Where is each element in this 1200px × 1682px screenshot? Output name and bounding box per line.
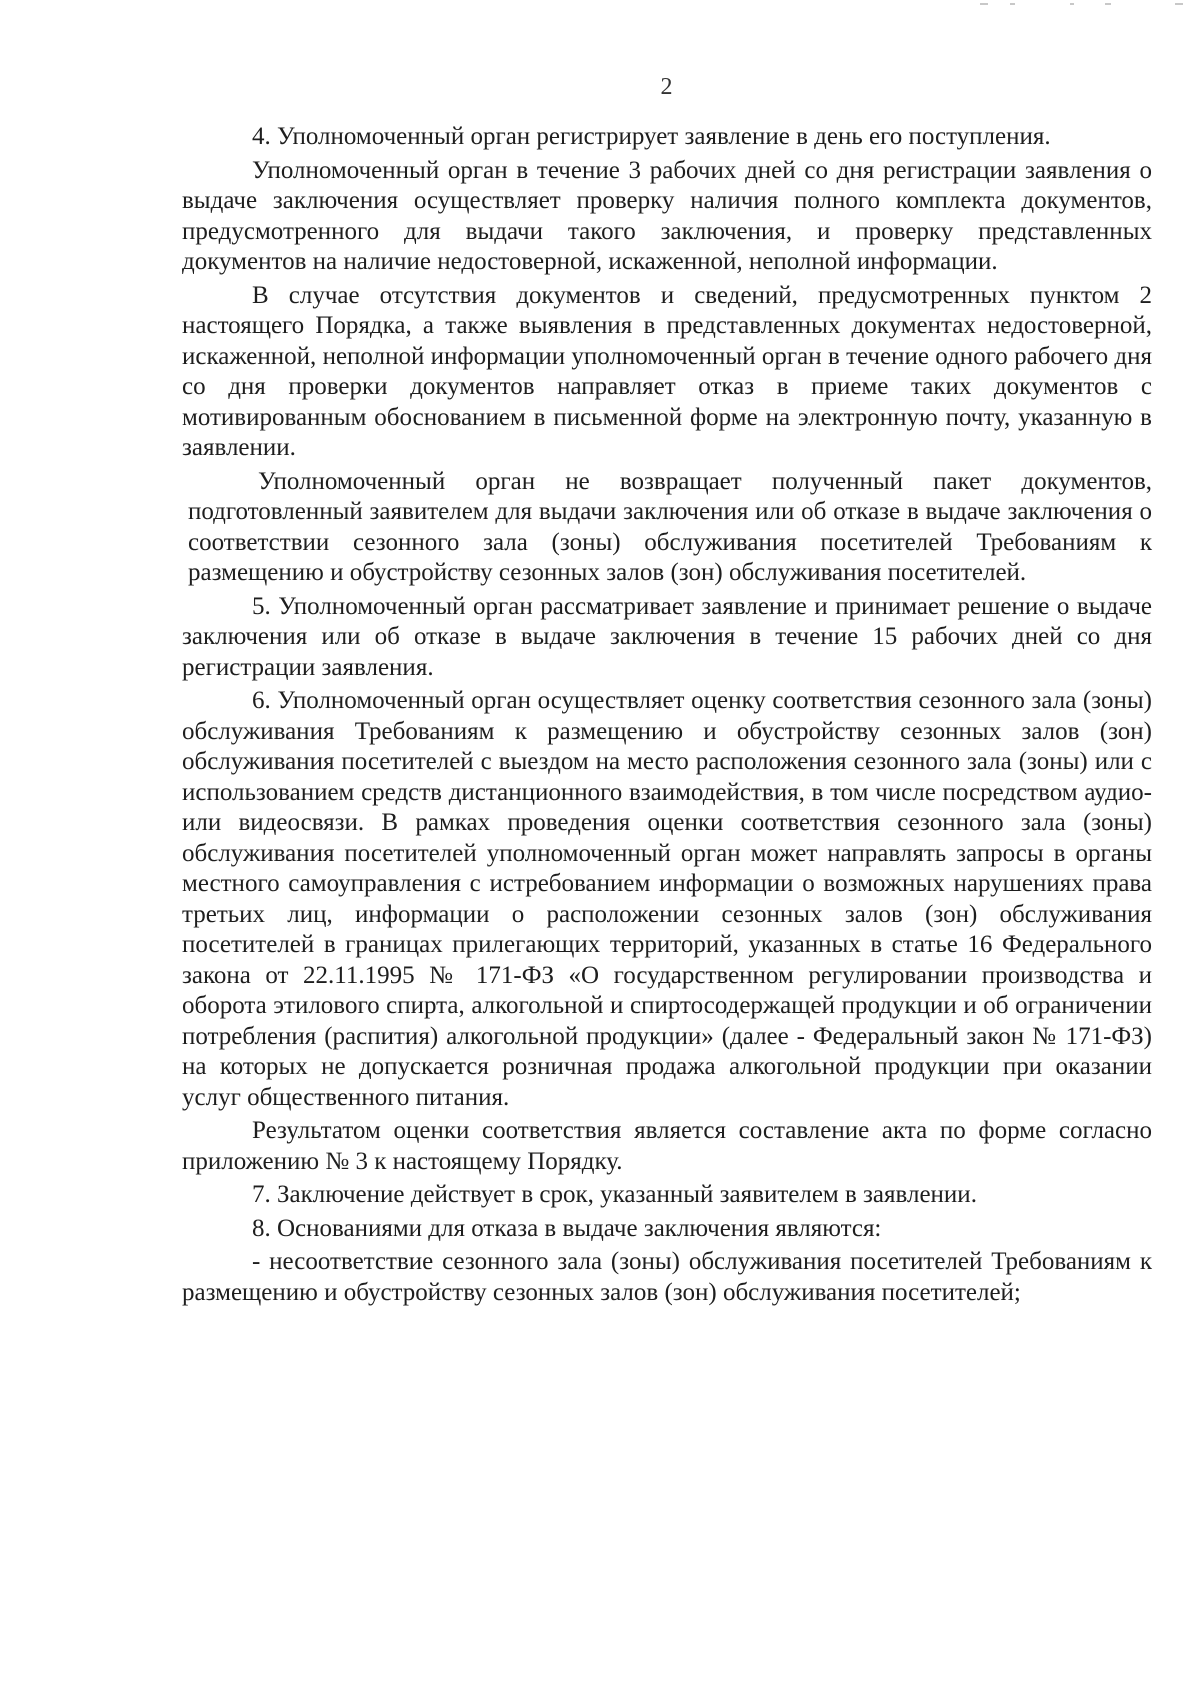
- paragraph-assessment-result: Результатом оценки соответствия является составление акта по форме согласно приложению № 3 к настоящему Порядку.: [182, 1117, 1152, 1175]
- page-number: 2: [660, 74, 673, 100]
- document-body: [182, 122, 1152, 1308]
- scan-mark: [980, 3, 988, 5]
- paragraph-refusal-grounds: 8. Основаниями для отказа в выдаче заключения являются:: [252, 1214, 882, 1242]
- scan-mark: [1175, 3, 1183, 5]
- paragraph-decision-term: 5. Уполномоченный орган рассматривает заявление и принимает решение о выдаче заключения или об отказе в выдаче заключения в течение 15 рабочих дней со дня регистрации заявления.: [182, 592, 1152, 681]
- paragraph-compliance-assessment: 6. Уполномоченный орган осуществляет оценку соответствия сезонного зала (зоны) обслуживания Требованиям к размещению и обустройству сезонных залов (зон) обслуживания посетителей с выездом на место расположения сезонного зала (зоны) или с использованием средств дистанционного взаимодействия, в том числе посредством аудио- или видеосвязи. В рамках проведения оценки соответствия сезонного зала (зоны) обслуживания посетителей уполномоченный орган может направлять запросы в органы местного самоуправления с истребованием информации о возможных нарушениях права третьих лиц, информации о расположении сезонных залов (зон) обслуживания посетителей в границах прилегающих территорий, указанных в статье 16 Федерального закона от 22.11.1995 № 171-ФЗ «О государственном регулировании производства и оборота этилового спирта, алкогольной и спиртосодержащей продукции и об ограничении потребления (распития) алкогольной продукции» (далее - Федеральный закон № 171-ФЗ) на которых не допускается розничная продажа алкогольной продукции при оказании услуг общественного питания.: [182, 687, 1152, 1111]
- paragraph-validity-term: 7. Заключение действует в срок, указанный заявителем в заявлении.: [252, 1181, 977, 1208]
- scan-mark: [1105, 3, 1111, 5]
- paragraph-documents-not-returned: Уполномоченный орган не возвращает полученный пакет документов, подготовленный заявителем для выдачи заключения или об отказе в выдаче заключения о соответствии сезонного зала (зоны) обслуживания посетителей Требованиям к размещению и обустройству сезонных залов (зон) обслуживания посетителей.: [188, 467, 1152, 586]
- scan-mark: [1010, 3, 1015, 5]
- paragraph-document-check: Уполномоченный орган в течение 3 рабочих дней со дня регистрации заявления о выдаче заключения осуществляет проверку наличия полного комплекта документов, предусмотренного для выдачи такого заключения, и проверку представленных документов на наличие недостоверной, искаженной, неполной информации.: [182, 156, 1152, 275]
- scan-mark: [1070, 3, 1074, 5]
- paragraph-registration: 4. Уполномоченный орган регистрирует заявление в день его поступления.: [252, 123, 1051, 150]
- list-item-noncompliance: - несоответствие сезонного зала (зоны) обслуживания посетителей Требованиям к размещению и обустройству сезонных залов (зон) обслуживания посетителей;: [182, 1248, 1152, 1306]
- scan-artifact-marks: [960, 0, 1200, 10]
- paragraph-refusal-of-documents: В случае отсутствия документов и сведений, предусмотренных пунктом 2 настоящего Порядка, а также выявления в представленных документах недостоверной, искаженной, неполной информации уполномоченный орган в течение одного рабочего дня со дня проверки документов направляет отказ в приеме таких документов с мотивированным обоснованием в письменной форме на электронную почту, указанную в заявлении.: [182, 281, 1152, 461]
